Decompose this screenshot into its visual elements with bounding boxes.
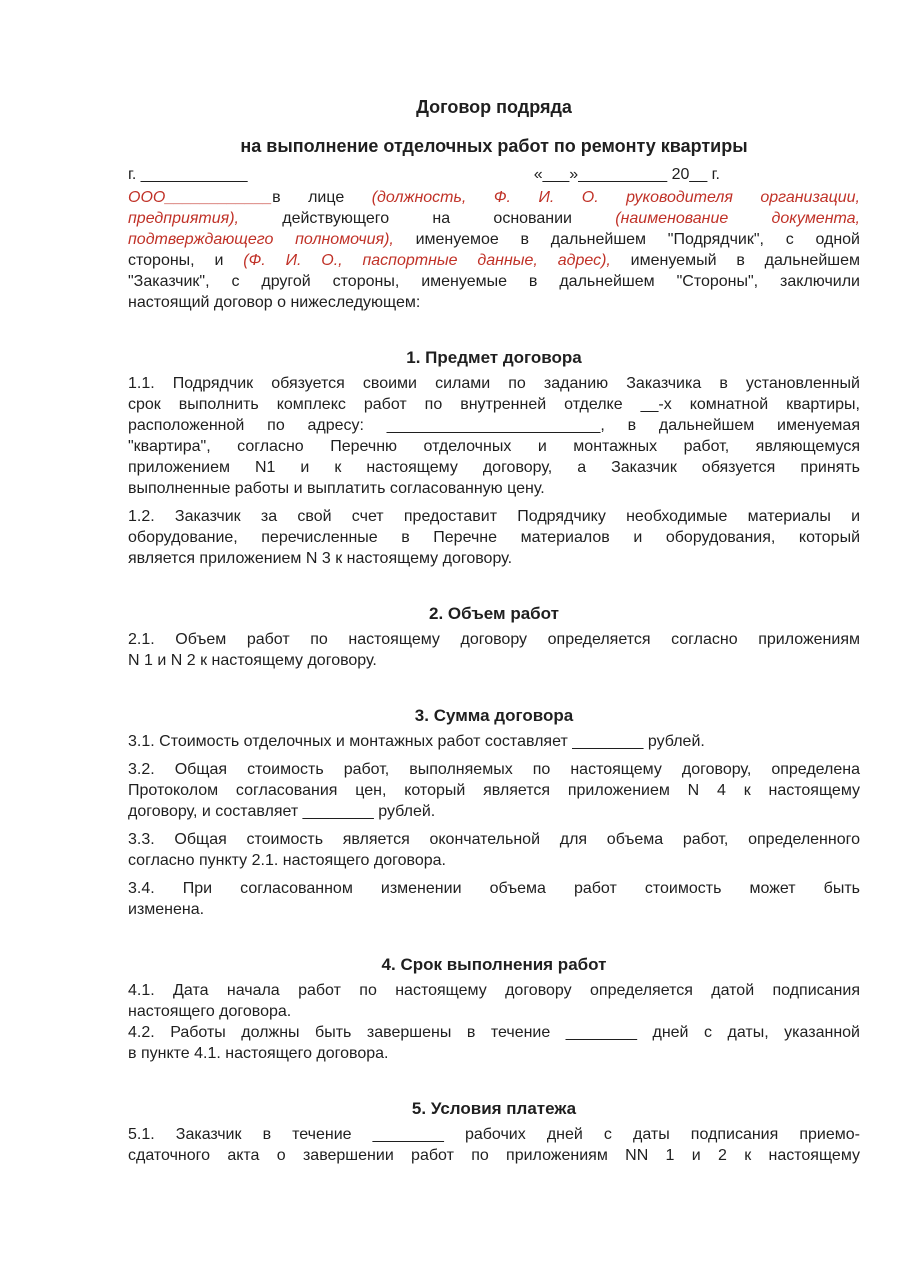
text-line: 3.3. Общая стоимость является окончательной для объема работ, определенного bbox=[128, 831, 860, 848]
preamble bbox=[128, 187, 860, 313]
section-heading: 2. Объем работ bbox=[429, 604, 559, 623]
text-line: выполненные работы и выплатить согласованную цену. bbox=[128, 480, 545, 497]
text-line: 3.4. При согласованном изменении объема работ стоимость может быть bbox=[128, 880, 860, 897]
text-line: Протоколом согласования цен, который является приложением N 4 к настоящему bbox=[128, 782, 860, 799]
text-line: "квартира", согласно Перечню отделочных и монтажных работ, являющемуся bbox=[128, 438, 860, 455]
section-heading: 3. Сумма договора bbox=[414, 706, 574, 725]
text-line: 3.2. Общая стоимость работ, выполняемых по настоящему договору, определена bbox=[128, 761, 860, 778]
document-title: Договор подряда bbox=[416, 97, 572, 117]
text-line: приложением N1 и к настоящему договору, а Заказчик обязуется принять bbox=[128, 459, 860, 476]
text-line: сдаточного акта о завершении работ по приложениям NN 1 и 2 к настоящему bbox=[128, 1147, 861, 1164]
paragraph bbox=[128, 878, 860, 920]
preamble-line bbox=[128, 292, 860, 313]
text-line: в пункте 4.1. настоящего договора. bbox=[128, 1045, 389, 1062]
text-line: является приложением N 3 к настоящему договору. bbox=[128, 550, 513, 567]
sections-container bbox=[128, 347, 860, 1166]
paragraph bbox=[128, 759, 860, 822]
fill-in-hint-text: ООО____________ bbox=[128, 189, 273, 206]
text-line: согласно пункту 2.1. настоящего договора. bbox=[128, 852, 446, 869]
text-run: действующего на основании bbox=[238, 210, 616, 227]
section-heading: 4. Срок выполнения работ bbox=[381, 955, 607, 974]
text-line: 3.1. Стоимость отделочных и монтажных работ составляет ________ рублей. bbox=[128, 733, 705, 750]
fill-in-hint-text: (наименование документа, bbox=[615, 210, 860, 227]
paragraph bbox=[128, 829, 860, 871]
paragraph bbox=[128, 506, 860, 569]
text-run: стороны, и bbox=[128, 252, 244, 269]
text-line: настоящего договора. bbox=[128, 1003, 292, 1020]
text-line: 4.2. Работы должны быть завершены в течение ________ дней с даты, указанной bbox=[128, 1024, 860, 1041]
preamble-line bbox=[128, 250, 860, 271]
text-run: настоящий договор о нижеследующем: bbox=[128, 294, 421, 311]
text-line: N 1 и N 2 к настоящему договору. bbox=[128, 652, 377, 669]
text-line: 5.1. Заказчик в течение ________ рабочих дней с даты подписания приемо- bbox=[128, 1126, 860, 1143]
paragraph bbox=[128, 1124, 860, 1166]
fill-in-hint-text: (Ф. И. О., паспортные данные, адрес), bbox=[243, 252, 611, 269]
text-line: 1.1. Подрядчик обязуется своими силами по заданию Заказчика в установленный bbox=[128, 375, 860, 392]
text-run: именуемый в дальнейшем bbox=[610, 252, 860, 269]
text-line: оборудование, перечисленные в Перечне материалов и оборудования, который bbox=[128, 529, 860, 546]
city-blank: г. ____________ bbox=[128, 166, 248, 183]
text-line: изменена. bbox=[128, 901, 205, 918]
section-heading: 1. Предмет договора bbox=[406, 348, 582, 367]
text-line: договору, и составляет ________ рублей. bbox=[128, 803, 436, 820]
paragraph bbox=[128, 373, 860, 499]
preamble-line bbox=[128, 208, 860, 229]
text-run: в лице bbox=[272, 189, 372, 206]
text-line: расположенной по адресу: ________________________, в дальнейшем именуемая bbox=[128, 417, 860, 434]
paragraph bbox=[128, 1022, 860, 1064]
preamble-line bbox=[128, 271, 860, 292]
text-line: 2.1. Объем работ по настоящему договору определяется согласно приложениям bbox=[128, 631, 860, 648]
text-line: срок выполнить комплекс работ по внутренней отделке __-х комнатной квартиры, bbox=[128, 396, 860, 413]
paragraph bbox=[128, 980, 860, 1022]
fill-in-hint-text: предприятия), bbox=[128, 210, 239, 227]
date-blank: «___»__________ 20__ г. bbox=[533, 166, 720, 183]
preamble-line bbox=[128, 229, 860, 250]
preamble-line bbox=[128, 187, 860, 208]
text-run: "Заказчик", с другой стороны, именуемые в дальнейшем "Стороны", заключили bbox=[128, 273, 860, 290]
text-line: 4.1. Дата начала работ по настоящему договору определяется датой подписания bbox=[128, 982, 860, 999]
section-heading: 5. Условия платежа bbox=[411, 1099, 577, 1118]
fill-in-hint-text: (должность, Ф. И. О. руководителя организации, bbox=[371, 189, 861, 206]
paragraph bbox=[128, 731, 860, 752]
dateline bbox=[128, 164, 860, 185]
text-line: 1.2. Заказчик за свой счет предоставит Подрядчику необходимые материалы и bbox=[128, 508, 860, 525]
fill-in-hint-text: подтверждающего полномочия), bbox=[128, 231, 394, 248]
document-subtitle: на выполнение отделочных работ по ремонту квартиры bbox=[240, 136, 748, 156]
paragraph bbox=[128, 629, 860, 671]
text-run: именуемое в дальнейшем "Подрядчик", с одной bbox=[393, 231, 860, 248]
